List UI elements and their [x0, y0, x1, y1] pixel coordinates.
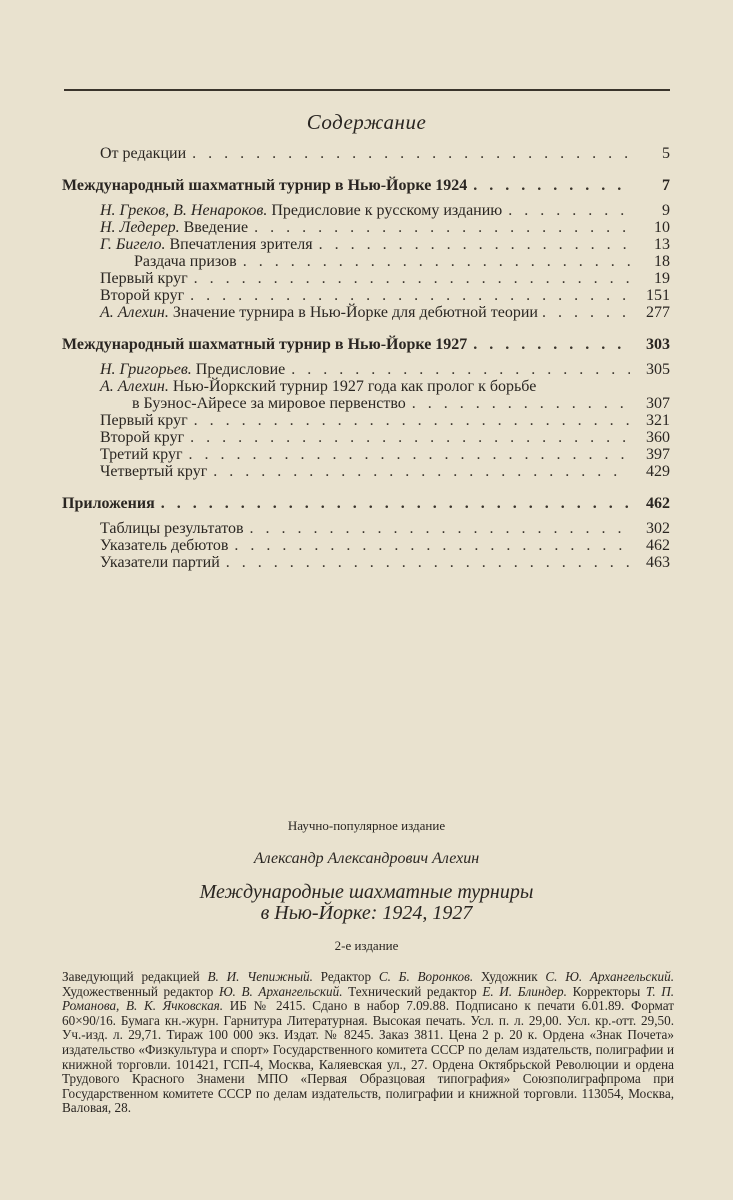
toc-entry [62, 361, 670, 378]
colophon-name: Т. П. Романова, В. К. Ячковская. [62, 983, 675, 1014]
toc-entry-page: 305 [646, 361, 670, 378]
edition: 2-е издание [334, 938, 399, 953]
toc-entry-text: Указатель дебютов [100, 537, 229, 554]
toc-entry-text: Указатели партий [100, 554, 220, 571]
toc-entry-author: А. Алехин. [100, 304, 169, 321]
toc-section-1924 [62, 177, 670, 194]
leader-dots [194, 412, 630, 429]
leader-dots [254, 219, 630, 236]
colophon-label: Художественный редактор [62, 983, 214, 999]
colophon-details: ИБ № 2415. Сдано в набор 7.09.88. Подписано к печати 6.01.89. Формат 60×90/16. Бумага кн.-журн. Гарнитура Литературная. Высокая печать. Усл. п. л. 29,00. Усл. кр.-отт. 29,50. Уч.-изд. л. 29,71. Тираж 100 000 экз. Издат. № 8245. Заказ 3811. Цена 2 р. 20 к. Ордена «Знак Почета» издательство «Физкультура и спорт» Государственного комитета СССР по делам издательств, полиграфии и книжной торговли. 101421, ГСП-4, Москва, Каляевская ул., 27. Ордена Октябрьской Революции и ордена Трудового Красного Знамени МПО «Первая Образцовая типография» Союзполиграфпрома при Государственном комитете СССР по делам издательств, полиграфии и книжной торговли. 113054, Москва, Валовая, 28. [62, 998, 674, 1116]
book-title [0, 882, 733, 924]
leader-dots [192, 145, 630, 162]
toc-entry-text: Введение [183, 219, 249, 236]
colophon-label: Редактор [320, 969, 372, 984]
toc-entry [62, 378, 670, 395]
header-rule [64, 89, 670, 91]
leader-dots [161, 495, 630, 512]
toc-entry-text: Впечатления зрителя [169, 236, 313, 253]
colophon-name: Е. И. Блиндер. [482, 983, 567, 999]
leader-dots [508, 202, 630, 219]
toc-entry-page: 462 [646, 495, 670, 512]
toc-entry-text: Предисловие [195, 361, 286, 378]
toc-section-appendix [62, 495, 670, 512]
toc-entry [62, 253, 670, 270]
toc-entry-page: 397 [646, 446, 670, 463]
toc-entry-author: Г. Бигело. [100, 236, 166, 253]
leader-dots [190, 429, 630, 446]
toc-entry-text: Раздача призов [134, 253, 237, 270]
toc-entry-page: 360 [646, 429, 670, 446]
toc-entry-page: 307 [646, 395, 670, 412]
toc-entry-author: Н. Ледерер. [100, 219, 180, 236]
leader-dots [319, 236, 630, 253]
toc-entry [62, 287, 670, 304]
colophon [62, 970, 674, 1116]
toc-entry-page: 303 [646, 336, 670, 353]
toc-entry-author: Н. Греков, В. Ненароков. [100, 202, 268, 219]
leader-dots [190, 287, 630, 304]
toc-entry-page: 9 [662, 202, 670, 219]
toc-entry-page: 18 [654, 253, 670, 270]
publication-genre: Научно-популярное издание [287, 818, 446, 833]
toc-entry-page: 321 [646, 412, 670, 429]
toc-entry-page: 19 [654, 270, 670, 287]
book-title-line: Международные шахматные турниры [199, 881, 534, 903]
toc-entry-page: 462 [646, 537, 670, 554]
toc-entry-text: Таблицы результатов [100, 520, 244, 537]
book-author: Александр Александрович Алехин [253, 850, 480, 867]
leader-dots [189, 446, 630, 463]
toc-section-title: Международный шахматный турнир в Нью-Йорке 1924 [62, 177, 468, 194]
colophon-name: С. Ю. Архангельский. [545, 969, 675, 984]
toc-entry-page: 277 [646, 304, 670, 321]
toc-entry-text: Первый круг [100, 270, 188, 287]
toc-entry-text: Первый круг [100, 412, 188, 429]
toc-entry [62, 304, 670, 321]
toc-entry-continuation [62, 395, 670, 412]
toc-entry [62, 520, 670, 537]
toc-entry-text: Третий круг [100, 446, 183, 463]
toc-entry [62, 463, 670, 480]
toc-entry-text: Четвертый круг [100, 463, 208, 480]
toc-entry-page: 5 [662, 145, 670, 162]
toc-entry [62, 446, 670, 463]
toc-entry-text: Второй круг [100, 429, 185, 446]
toc-entry-page: 7 [662, 177, 670, 194]
toc-entry-author: А. Алехин. [100, 378, 169, 395]
toc-section-title: Приложения [62, 495, 155, 512]
toc-entry-author: Н. Григорьев. [100, 361, 192, 378]
colophon-name: Ю. В. Архангельский. [218, 983, 343, 999]
leader-dots [243, 253, 630, 270]
toc-entry [62, 202, 670, 219]
toc-section-title: Международный шахматный турнир в Нью-Йорке 1927 [62, 336, 468, 353]
leader-dots [542, 304, 632, 321]
toc-entry [62, 236, 670, 253]
toc-entry [62, 554, 670, 571]
toc-entry-text: От редакции [100, 145, 187, 162]
toc-entry [62, 537, 670, 554]
toc-entry-text: Предисловие к русскому изданию [271, 202, 503, 219]
colophon-label: Технический редактор [348, 983, 477, 999]
leader-dots [473, 177, 630, 194]
toc-entry-page: 463 [646, 554, 670, 571]
toc-entry-page: 429 [646, 463, 670, 480]
toc-section-1927 [62, 336, 670, 353]
table-of-contents [62, 145, 670, 571]
toc-entry-from-editors [62, 145, 670, 162]
colophon-label: Заведующий редакцией [62, 969, 200, 984]
toc-entry-page: 13 [654, 236, 670, 253]
toc-entry-page: 10 [654, 219, 670, 236]
toc-title: Содержание [306, 110, 427, 134]
colophon-name: С. Б. Воронков. [378, 969, 474, 984]
leader-dots [234, 537, 630, 554]
leader-dots [250, 520, 630, 537]
toc-entry-text: Нью-Йоркский турнир 1927 года как пролог к борьбе [172, 378, 537, 395]
imprint [0, 818, 733, 968]
colophon-label: Корректоры [572, 983, 641, 999]
leader-dots [412, 395, 630, 412]
toc-entry [62, 412, 670, 429]
leader-dots [291, 361, 630, 378]
colophon-label: Художник [480, 969, 538, 984]
toc-entry-text: Значение турнира в Нью-Йорке для дебютной теории [172, 304, 538, 321]
leader-dots [473, 336, 630, 353]
toc-entry [62, 429, 670, 446]
book-title-line: в Нью-Йорке: 1924, 1927 [260, 902, 473, 924]
toc-entry-page: 302 [646, 520, 670, 537]
toc-entry [62, 270, 670, 287]
colophon-name: В. И. Чепижный. [207, 969, 313, 984]
toc-entry-text: в Буэнос-Айресе за мировое первенство [132, 395, 406, 412]
leader-dots [226, 554, 630, 571]
leader-dots [194, 270, 630, 287]
toc-entry-text: Второй круг [100, 287, 185, 304]
leader-dots [213, 463, 630, 480]
toc-entry-page: 151 [646, 287, 670, 304]
toc-entry [62, 219, 670, 236]
